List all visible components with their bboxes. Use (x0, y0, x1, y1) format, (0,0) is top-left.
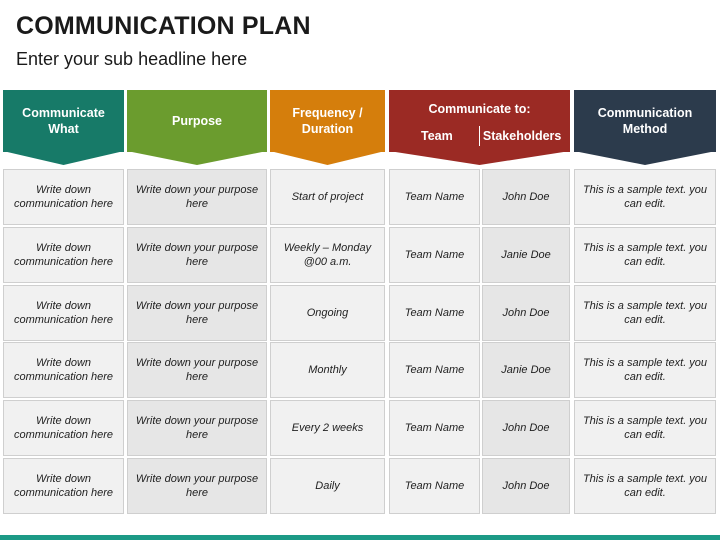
header-communicate-to-label: Communicate to: (428, 102, 531, 116)
cell-communicate-what: Write down communication here (3, 227, 124, 283)
cell-purpose: Write down your purpose here (127, 285, 267, 341)
cell-stakeholder: Janie Doe (482, 227, 570, 283)
header-method-label: Communication Method (574, 90, 716, 152)
header-purpose (127, 90, 267, 152)
chevron-down-icon (127, 151, 267, 165)
cell-frequency: Every 2 weeks (270, 400, 385, 456)
cell-frequency: Weekly – Monday @00 a.m. (270, 227, 385, 283)
cell-team: Team Name (389, 458, 480, 514)
cell-communicate-what: Write down communication here (3, 458, 124, 514)
cell-method: This is a sample text. you can edit. (574, 342, 716, 398)
cell-purpose: Write down your purpose here (127, 458, 267, 514)
cell-method: This is a sample text. you can edit. (574, 169, 716, 225)
cell-frequency: Monthly (270, 342, 385, 398)
cell-purpose: Write down your purpose here (127, 169, 267, 225)
page-subtitle: Enter your sub headline here (16, 49, 248, 69)
header-communicate-what-label: Communicate What (3, 90, 124, 152)
chevron-down-icon (574, 151, 716, 165)
cell-stakeholder: John Doe (482, 169, 570, 225)
cell-stakeholder: John Doe (482, 458, 570, 514)
cell-team: Team Name (389, 169, 480, 225)
cell-team: Team Name (389, 285, 480, 341)
chevron-down-icon (389, 151, 570, 165)
header-communicate-to (389, 90, 570, 152)
cell-frequency: Ongoing (270, 285, 385, 341)
header-communicate-to-subrow (395, 126, 564, 146)
cell-team: Team Name (389, 342, 480, 398)
cell-communicate-what: Write down communication here (3, 285, 124, 341)
cell-method: This is a sample text. you can edit. (574, 400, 716, 456)
header-method (574, 90, 716, 152)
cell-team: Team Name (389, 227, 480, 283)
header-stakeholders-label: Stakeholders (482, 129, 562, 143)
cell-team: Team Name (389, 400, 480, 456)
header-frequency-label: Frequency / Duration (270, 90, 385, 152)
cell-frequency: Start of project (270, 169, 385, 225)
cell-stakeholder: Janie Doe (482, 342, 570, 398)
cell-method: This is a sample text. you can edit. (574, 285, 716, 341)
header-communicate-to-box (389, 90, 570, 152)
cell-purpose: Write down your purpose here (127, 227, 267, 283)
header-frequency (270, 90, 385, 152)
chevron-down-icon (270, 151, 385, 165)
cell-method: This is a sample text. you can edit. (574, 227, 716, 283)
bottom-accent-bar (0, 535, 720, 540)
header-team-label: Team (421, 129, 453, 143)
cell-stakeholder: John Doe (482, 400, 570, 456)
cell-communicate-what: Write down communication here (3, 400, 124, 456)
cell-communicate-what: Write down communication here (3, 169, 124, 225)
chevron-down-icon (3, 151, 124, 165)
page-title: COMMUNICATION PLAN (16, 12, 311, 40)
cell-method: This is a sample text. you can edit. (574, 458, 716, 514)
cell-communicate-what: Write down communication here (3, 342, 124, 398)
header-communicate-what (3, 90, 124, 152)
header-purpose-label: Purpose (127, 90, 267, 152)
cell-purpose: Write down your purpose here (127, 342, 267, 398)
cell-frequency: Daily (270, 458, 385, 514)
cell-purpose: Write down your purpose here (127, 400, 267, 456)
cell-stakeholder: John Doe (482, 285, 570, 341)
